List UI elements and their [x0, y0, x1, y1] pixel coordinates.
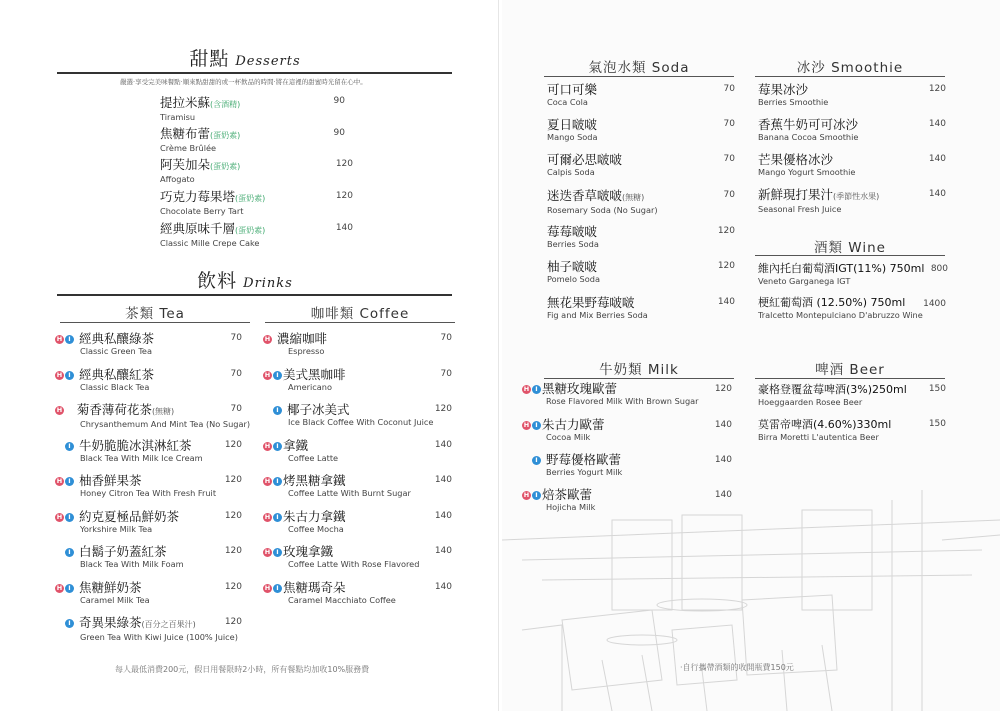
tea-price: 120	[224, 582, 242, 592]
beer-en: Hoeggaarden Rosee Beer	[758, 397, 863, 407]
soda-name: 可爾必思啵啵	[547, 152, 623, 167]
smoothie-name: 香蕉牛奶可可冰沙	[758, 117, 859, 132]
hot-tag-icon: H	[56, 584, 63, 592]
soda-item	[547, 82, 597, 107]
tea-name: 菊香薄荷花茶	[76, 402, 152, 417]
soda-en: Fig and Mix Berries Soda	[547, 310, 648, 320]
coffee-en: Coffee Latte	[288, 453, 339, 463]
dessert-price: 120	[335, 159, 353, 169]
smoothie-item	[758, 187, 879, 214]
dessert-en: Crème Brûlée	[160, 143, 217, 153]
dessert-name: 阿芙加朵	[160, 157, 211, 172]
milk-header-rule	[544, 378, 734, 379]
ice-tag-icon: I	[65, 442, 74, 451]
smoothie-en: Banana Cocoa Smoothie	[758, 132, 859, 142]
milk-name: 焙茶歐蕾	[542, 487, 593, 502]
coffee-name: 烤黑糖拿鐵	[283, 473, 346, 488]
wine-header-rule	[755, 255, 945, 256]
dessert-price: 90	[333, 96, 345, 106]
soda-price: 120	[717, 226, 735, 236]
milk-item	[522, 381, 699, 406]
hot-tag-icon: H	[264, 548, 271, 556]
coffee-price: 70	[440, 333, 452, 343]
soda-en: Pomelo Soda	[547, 274, 600, 284]
wine-item	[758, 261, 924, 286]
smoothie-price: 140	[928, 189, 946, 199]
hot-tag-icon: H	[264, 442, 271, 450]
milk-price: 140	[714, 455, 732, 465]
ice-tag-icon: I	[532, 421, 541, 430]
ice-tag-icon: I	[273, 584, 282, 593]
tea-name: 柚香鮮果茶	[78, 473, 142, 488]
dessert-name: 經典原味千層	[160, 221, 236, 236]
coffee-price: 70	[440, 369, 452, 379]
coffee-price: 140	[434, 582, 452, 592]
milk-item	[522, 487, 595, 512]
soda-price: 120	[717, 261, 735, 271]
milk-name: 朱古力歐蕾	[542, 417, 605, 432]
desserts-title-en: Desserts	[235, 54, 301, 69]
smoothie-item	[758, 82, 828, 107]
coffee-item	[263, 331, 327, 356]
tea-item	[55, 544, 184, 569]
hot-tag-icon: H	[56, 335, 63, 343]
milk-en: Cocoa Milk	[546, 432, 591, 442]
milk-item	[522, 417, 605, 442]
coffee-en: Caramel Macchiato Coffee	[288, 595, 396, 605]
dessert-item	[160, 221, 265, 248]
ice-tag-icon: I	[273, 477, 282, 486]
tea-price: 70	[230, 369, 242, 379]
coffee-en: Coffee Mocha	[288, 524, 344, 534]
soda-item	[547, 224, 599, 249]
right-footer-note: ·自行攜帶酒類的收開瓶費150元	[680, 663, 794, 672]
milk-en: Hojicha Milk	[546, 502, 596, 512]
ice-tag-icon: I	[65, 619, 74, 628]
hot-tag-icon: H	[264, 335, 271, 343]
tea-en: Caramel Milk Tea	[80, 595, 150, 605]
beer-item	[758, 382, 907, 407]
desserts-title	[160, 44, 330, 71]
dessert-name: 巧克力莓果塔	[160, 189, 236, 204]
ice-tag-icon: I	[65, 548, 74, 557]
dessert-price: 140	[335, 223, 353, 233]
milk-header: 牛奶類 Milk	[599, 362, 679, 378]
left-footer-note: 每人最低消費200元，假日用餐限時2小時，所有餐點均加收10%服務費	[115, 665, 370, 674]
right-page	[502, 0, 1000, 711]
coffee-item	[263, 473, 411, 498]
desserts-title-zh: 甜點	[189, 48, 230, 70]
drinks-rule	[57, 294, 452, 296]
drinks-title	[160, 266, 330, 293]
soda-price: 70	[723, 84, 735, 94]
dessert-note: (蛋奶素)	[210, 131, 241, 140]
soda-en: Calpis Soda	[547, 167, 595, 177]
dessert-en: Affogato	[160, 174, 195, 184]
drinks-title-en: Drinks	[243, 276, 293, 291]
hot-tag-icon: H	[56, 406, 63, 414]
beer-en: Birra Moretti L'autentica Beer	[758, 432, 879, 442]
tea-en: Black Tea With Milk Ice Cream	[80, 453, 203, 463]
ice-tag-icon: I	[273, 371, 282, 380]
tea-price: 120	[224, 440, 242, 450]
tea-en: Chrysanthemum And Mint Tea (No Sugar)	[80, 419, 251, 429]
ice-tag-icon: I	[65, 513, 74, 522]
ice-tag-icon: I	[65, 371, 74, 380]
coffee-name: 椰子冰美式	[286, 402, 350, 417]
tea-note: (無糖)	[151, 407, 175, 416]
smoothie-item	[758, 117, 858, 142]
coffee-item	[263, 580, 396, 605]
tea-en: Honey Citron Tea With Fresh Fruit	[80, 488, 217, 498]
hot-tag-icon: H	[264, 477, 271, 485]
dessert-note: (蛋奶素)	[210, 162, 241, 171]
beer-price: 150	[928, 419, 946, 429]
coffee-price: 140	[434, 475, 452, 485]
tea-price: 120	[224, 475, 242, 485]
smoothie-note: (季節性水果)	[833, 192, 880, 201]
tea-name: 約克夏極品鮮奶茶	[78, 509, 179, 524]
milk-name: 野莓優格歐蕾	[545, 452, 621, 467]
coffee-price: 120	[434, 404, 452, 414]
soda-item	[547, 259, 600, 284]
soda-name: 夏日啵啵	[547, 117, 598, 132]
ice-tag-icon: I	[65, 584, 74, 593]
tea-name: 焦糖鮮奶茶	[78, 580, 142, 595]
soda-price: 70	[723, 119, 735, 129]
milk-price: 140	[714, 420, 732, 430]
tea-price: 70	[230, 404, 242, 414]
beer-price: 150	[928, 384, 946, 394]
tea-header-rule	[60, 322, 250, 323]
hot-tag-icon: H	[264, 371, 271, 379]
tea-en: Green Tea With Kiwi Juice (100% Juice)	[80, 632, 238, 642]
tea-item	[55, 580, 150, 605]
soda-name: 柚子啵啵	[547, 259, 598, 274]
tea-price: 120	[224, 546, 242, 556]
soda-header: 氣泡水類 Soda	[588, 60, 690, 76]
hot-tag-icon: H	[264, 584, 271, 592]
coffee-name: 濃縮咖啡	[276, 331, 327, 346]
tea-item	[55, 367, 154, 392]
tea-header: 茶類 Tea	[125, 306, 185, 322]
smoothie-price: 120	[928, 84, 946, 94]
dessert-en: Tiramisu	[160, 112, 196, 122]
tea-price: 120	[224, 511, 242, 521]
milk-en: Rose Flavored Milk With Brown Sugar	[546, 396, 699, 406]
dessert-item	[160, 95, 240, 122]
ice-tag-icon: I	[273, 442, 282, 451]
dessert-en: Classic Mille Crepe Cake	[160, 238, 260, 248]
ice-tag-icon: I	[532, 491, 541, 500]
ice-tag-icon: I	[273, 548, 282, 557]
coffee-item	[263, 402, 433, 427]
coffee-en: Coffee Latte With Rose Flavored	[288, 559, 420, 569]
left-page	[0, 0, 499, 711]
wine-price: 1400	[923, 299, 946, 309]
ice-tag-icon: I	[532, 456, 541, 465]
coffee-header: 咖啡類 Coffee	[310, 306, 410, 322]
smoothie-header-rule	[755, 76, 945, 77]
wine-item	[758, 295, 923, 320]
dessert-note: (蛋奶素)	[235, 226, 266, 235]
desserts-rule	[57, 72, 452, 74]
soda-header-rule	[544, 76, 734, 77]
soda-name: 莓莓啵啵	[547, 224, 598, 239]
cafe-sketch-illustration	[502, 480, 1000, 711]
tea-item	[55, 331, 154, 356]
dessert-en: Chocolate Berry Tart	[160, 206, 244, 216]
tea-item	[55, 473, 216, 498]
coffee-en: Americano	[288, 382, 332, 392]
desserts-intro: 嚴選·享受完美味餐點·順來點甜甜的或一杯飲品的時間·將在這裡的甜蜜時光留在心中。	[120, 78, 367, 86]
milk-item	[522, 452, 622, 477]
beer-item	[758, 417, 891, 442]
milk-price: 120	[714, 384, 732, 394]
dessert-price: 120	[335, 191, 353, 201]
tea-name: 牛奶脆脆冰淇淋紅茶	[78, 438, 192, 453]
soda-name: 無花果野莓啵啵	[547, 295, 635, 310]
soda-note: (無糖)	[622, 193, 645, 202]
ice-tag-icon: I	[532, 385, 541, 394]
dessert-price: 90	[333, 128, 345, 138]
soda-price: 140	[717, 297, 735, 307]
coffee-name: 朱古力拿鐵	[283, 509, 346, 524]
drinks-title-zh: 飲料	[197, 270, 238, 292]
tea-name: 經典私釀紅茶	[78, 367, 154, 382]
tea-en: Black Tea With Milk Foam	[80, 559, 184, 569]
beer-name: 豪格登覆盆莓啤酒(3%)250ml	[758, 383, 907, 396]
beer-name: 莫雷帝啤酒(4.60%)330ml	[758, 418, 892, 431]
smoothie-item	[758, 152, 855, 177]
soda-item	[547, 152, 622, 177]
hot-tag-icon: H	[56, 371, 63, 379]
soda-en: Coca Cola	[547, 97, 588, 107]
tea-name: 經典私釀綠茶	[78, 331, 154, 346]
ice-tag-icon: I	[273, 513, 282, 522]
tea-name: 奇異果綠茶	[78, 615, 142, 630]
hot-tag-icon: H	[56, 477, 63, 485]
hot-tag-icon: H	[56, 513, 63, 521]
coffee-item	[263, 544, 419, 569]
coffee-name: 焦糖瑪奇朵	[283, 580, 346, 595]
ice-tag-icon: I	[273, 406, 282, 415]
wine-name: 維內托白葡萄酒IGT(11%) 750ml	[758, 262, 925, 275]
wine-en: Veneto Garganega IGT	[758, 276, 851, 286]
coffee-name: 拿鐵	[283, 438, 309, 453]
coffee-item	[263, 438, 338, 463]
milk-price: 140	[714, 490, 732, 500]
dessert-note: (蛋奶素)	[235, 194, 266, 203]
wine-header: 酒類 Wine	[814, 240, 886, 256]
dessert-note: (含酒精)	[210, 100, 241, 109]
soda-price: 70	[723, 154, 735, 164]
coffee-header-rule	[265, 322, 455, 323]
smoothie-name: 新鮮現打果汁	[758, 187, 834, 202]
beer-header-rule	[755, 378, 945, 379]
coffee-en: Ice Black Coffee With Coconut Juice	[288, 417, 434, 427]
dessert-item	[160, 126, 240, 153]
coffee-name: 美式黑咖啡	[283, 367, 346, 382]
ice-tag-icon: I	[65, 477, 74, 486]
soda-item	[547, 295, 648, 320]
tea-price: 120	[224, 617, 242, 627]
smoothie-en: Berries Smoothie	[758, 97, 829, 107]
hot-tag-icon: H	[264, 513, 271, 521]
dessert-item	[160, 157, 240, 184]
tea-note: (百分之百果汁)	[141, 620, 196, 629]
milk-name: 黑糖玫瑰歐蕾	[542, 381, 618, 396]
milk-en: Berries Yogurt Milk	[546, 467, 623, 477]
soda-item	[547, 117, 598, 142]
coffee-en: Coffee Latte With Burnt Sugar	[288, 488, 411, 498]
smoothie-price: 140	[928, 119, 946, 129]
coffee-price: 140	[434, 511, 452, 521]
tea-price: 70	[230, 333, 242, 343]
smoothie-en: Mango Yogurt Smoothie	[758, 167, 856, 177]
smoothie-name: 莓果冰沙	[758, 82, 809, 97]
smoothie-name: 芒果優格冰沙	[758, 152, 834, 167]
wine-price: 800	[930, 264, 948, 274]
wine-name: 梗紅葡萄酒 (12.50%) 750ml	[758, 296, 906, 309]
coffee-en: Espresso	[288, 346, 325, 356]
coffee-price: 140	[434, 440, 452, 450]
smoothie-price: 140	[928, 154, 946, 164]
soda-en: Berries Soda	[547, 239, 599, 249]
dessert-name: 提拉米蘇	[160, 95, 211, 110]
smoothie-en: Seasonal Fresh Juice	[758, 204, 842, 214]
hot-tag-icon: H	[523, 385, 530, 393]
soda-name: 可口可樂	[547, 82, 598, 97]
tea-item	[55, 438, 203, 463]
coffee-item	[263, 509, 346, 534]
tea-en: Classic Black Tea	[80, 382, 150, 392]
soda-name: 迷迭香草啵啵	[547, 188, 623, 203]
coffee-item	[263, 367, 346, 392]
ice-tag-icon: I	[65, 335, 74, 344]
tea-en: Classic Green Tea	[80, 346, 152, 356]
dessert-item	[160, 189, 265, 216]
smoothie-header: 冰沙 Smoothie	[796, 60, 904, 76]
tea-name: 白鬍子奶蓋紅茶	[78, 544, 167, 559]
dessert-name: 焦糖布蕾	[160, 126, 211, 141]
coffee-name: 玫瑰拿鐵	[283, 544, 334, 559]
wine-en: Tralcetto Montepulciano D'abruzzo Wine	[758, 310, 923, 320]
coffee-price: 140	[434, 546, 452, 556]
soda-price: 70	[723, 190, 735, 200]
soda-en: Rosemary Soda (No Sugar)	[547, 205, 658, 215]
tea-en: Yorkshire Milk Tea	[80, 524, 153, 534]
soda-item	[547, 188, 658, 215]
soda-en: Mango Soda	[547, 132, 598, 142]
hot-tag-icon: H	[523, 491, 530, 499]
beer-header: 啤酒 Beer	[815, 362, 885, 378]
hot-tag-icon: H	[523, 421, 530, 429]
tea-item	[55, 509, 179, 534]
